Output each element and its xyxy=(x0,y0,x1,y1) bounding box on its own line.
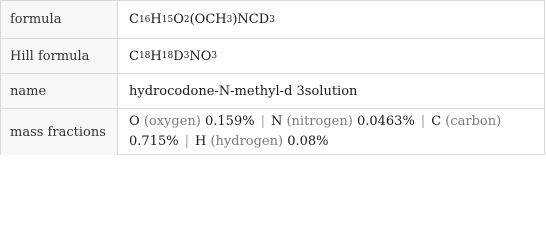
fraction-separator: | xyxy=(260,114,265,129)
name-label: name xyxy=(1,74,118,108)
hill-formula-row xyxy=(1,39,544,74)
fraction-element: (nitrogen) xyxy=(286,114,353,129)
formula-part: NO xyxy=(189,48,212,64)
fraction-symbol: C xyxy=(431,114,442,129)
fraction-symbol: N xyxy=(270,114,283,129)
formula-label: formula xyxy=(1,1,118,38)
fraction-separator: | xyxy=(184,134,189,149)
formula-part: C xyxy=(129,48,139,64)
fraction-separator: | xyxy=(420,114,426,129)
name-value: hydrocodone-N-methyl-d 3solution xyxy=(129,83,358,99)
fraction-value: 0.159% xyxy=(205,114,255,129)
formula-part: C xyxy=(129,12,139,27)
formula-part: D xyxy=(173,48,184,64)
fraction-value: 0.08% xyxy=(287,134,329,149)
mass-fractions-value xyxy=(118,109,544,155)
fraction-symbol: O xyxy=(129,114,140,129)
fraction-symbol: H xyxy=(194,134,207,149)
formula-part: O xyxy=(173,12,184,27)
mass-fractions-line-1 xyxy=(129,112,501,132)
formula-row xyxy=(1,1,544,39)
fraction-value: 0.0463% xyxy=(356,114,415,129)
name-row xyxy=(1,74,544,109)
hill-formula-value: C 18 H 18 D 3 NO 3 xyxy=(129,48,218,64)
fraction-element: (carbon) xyxy=(445,114,502,129)
hill-formula-label: Hill formula xyxy=(1,39,118,73)
mass-fractions-label: mass fractions xyxy=(1,109,118,155)
fraction-element: (hydrogen) xyxy=(210,134,284,149)
formula-value: C 16 H 15 O 2 (OCH 3 )NCD 3 xyxy=(129,12,275,27)
formula-part: H xyxy=(150,48,162,64)
formula-part: )NCD xyxy=(232,12,270,27)
formula-part: H xyxy=(150,12,162,27)
fraction-element: (oxygen) xyxy=(143,114,201,129)
mass-fractions-row xyxy=(1,109,544,155)
mass-fractions-line-2 xyxy=(129,132,329,152)
formula-part: (OCH xyxy=(189,12,227,27)
fraction-value: 0.715% xyxy=(129,134,179,149)
